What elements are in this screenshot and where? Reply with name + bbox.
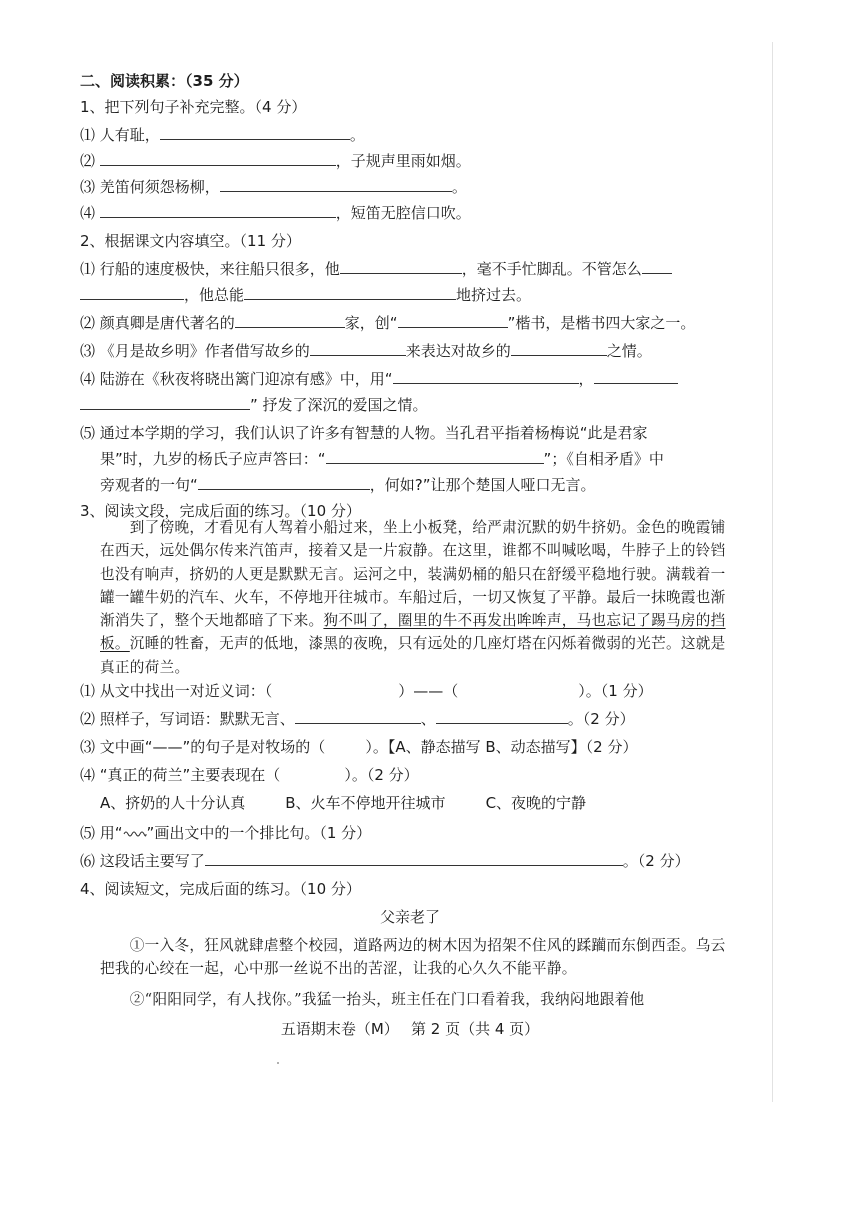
q2-line-3: ⑵ 颜真卿是唐代著名的 家，创“ ”楷书，是楷书四大家之一。 [80,314,696,332]
blank[interactable] [80,284,184,300]
section-title: 二、阅读积累：（35 分） [80,72,249,90]
q3-sub-5: ⑸ 用“ ”画出文中的一个排比句。（1 分） [80,824,372,842]
story-paragraph-1: ①一入冬，狂风就肆虐整个校园，道路两边的树木因为招架不住风的蹂躏而东倒西歪。乌云把我的心绞在一起，心中那一丝说不出的苦涩，让我的心久久不能平静。 [100,937,726,978]
q3-title: 3、阅读文段，完成后面的练习。（10 分） [80,502,361,520]
blank[interactable] [235,312,345,328]
blank[interactable] [100,150,336,166]
q3-sub-2: ⑵ 照样子，写词语：默默无言、 、 。（2 分） [80,710,635,728]
q2-title: 2、根据课文内容填空。（11 分） [80,232,301,250]
story-title: 父亲老了 [379,908,440,926]
q1-title: 1、把下列句子补充完整。（4 分） [80,98,307,116]
blank[interactable] [340,258,462,274]
blank[interactable] [642,258,672,274]
q1-item-2: ⑵ ，子规声里雨如烟。 [80,152,471,170]
blank[interactable] [100,202,336,218]
blank[interactable] [205,850,623,866]
blank[interactable] [295,708,421,724]
q1-item-1: ⑴ 人有耻， 。 [80,126,365,144]
q3-passage: 到了傍晚，才看见有人驾着小船过来，坐上小板凳，给严肃沉默的奶牛挤奶。金色的晚霞铺在西天，远处偶尔传来汽笛声，接着又是一片寂静。在这里，谁都不叫喊吆喝，牛脖子上的铃铛也没有响声，挤奶的人更是默默无言。运河之中，装满奶桶的船只在舒缓平稳地行驶。满载着一罐一罐牛奶的汽车、火车，不停地开往城市。车船过后，一切又恢复了平静。最后一抹晚霞也渐渐消失了，整个天地都暗了下来。狗不叫了，圈里的牛不再发出哞哞声，马也忘记了踢马房的挡板。沉睡的牲畜，无声的低地，漆黑的夜晚，只有远处的几座灯塔在闪烁着微弱的光芒。这就是真正的荷兰。 [100,519,726,676]
q3-sub-4: ⑷ “真正的荷兰”主要表现在（ ）。（2 分） [80,766,419,784]
option-a[interactable]: A、挤奶的人十分认真 [100,794,246,812]
q2-line-5: ⑷ 陆游在《秋夜将晓出篱门迎凉有感》中，用“ ， [80,368,678,390]
scan-speck [277,1062,279,1064]
q2-line-4: ⑶ 《月是故乡明》作者借写故乡的 来表达对故乡的 之情。 [80,342,652,360]
q2-line-7: ⑸ 通过本学期的学习，我们认识了许多有智慧的人物。当孔君平指着杨梅说“此是君家 [80,424,648,442]
option-c[interactable]: C、夜晚的宁静 [485,794,587,812]
option-b[interactable]: B、火车不停地开往城市 [285,794,446,812]
q4-title: 4、阅读短文，完成后面的练习。（10 分） [80,880,361,898]
blank[interactable] [198,474,370,490]
q3-sub-6: ⑹ 这段话主要写了 。（2 分） [80,852,690,870]
q1-item-3: ⑶ 羌笛何须怨杨柳， 。 [80,178,467,196]
q2-line-6: ” 抒发了深沉的爱国之情。 [80,394,428,416]
blank[interactable] [80,394,250,410]
q3-options [100,792,586,814]
page-edge-line [772,42,773,1102]
q2-line-2: ，他总能 地挤过去。 [80,284,531,306]
q3-sub-1: ⑴ 从文中找出一对近义词：（ ）——（ ）。（1 分） [80,682,653,700]
blank[interactable] [594,368,678,384]
q3-sub-3: ⑶ 文中画“——”的句子是对牧场的（ ）。【A、静态描写 B、动态描写】（2 分） [80,738,638,756]
blank[interactable] [398,312,508,328]
blank[interactable] [326,448,544,464]
blank[interactable] [160,124,350,140]
q2-line-1: ⑴ 行船的速度极快，来往船只很多，他 ，毫不手忙脚乱。不管怎么 [80,258,672,280]
page-footer: 五语期末卷（M） 第 2 页（共 4 页） [280,1020,540,1038]
underlined-sentence: 狗不叫了，圈里的牛不再发出哞哞声，马也忘记了踢马房的挡板。 [100,612,726,653]
blank[interactable] [511,340,607,356]
blank[interactable] [244,284,456,300]
blank[interactable] [393,368,579,384]
blank[interactable] [436,708,568,724]
blank[interactable] [310,340,406,356]
q2-line-9: 旁观者的一句“ ，何如?”让那个楚国人哑口无言。 [100,476,596,494]
wavy-line-icon [123,829,147,839]
blank[interactable] [220,176,452,192]
q2-line-8: 果”时，九岁的杨氏子应声答曰：“ ”；《自相矛盾》中 [100,450,664,468]
story-paragraph-2: ②“阳阳同学，有人找你。”我猛一抬头，班主任在门口看着我，我纳闷地跟着他 [100,991,645,1008]
q1-item-4: ⑷ ，短笛无腔信口吹。 [80,204,471,222]
